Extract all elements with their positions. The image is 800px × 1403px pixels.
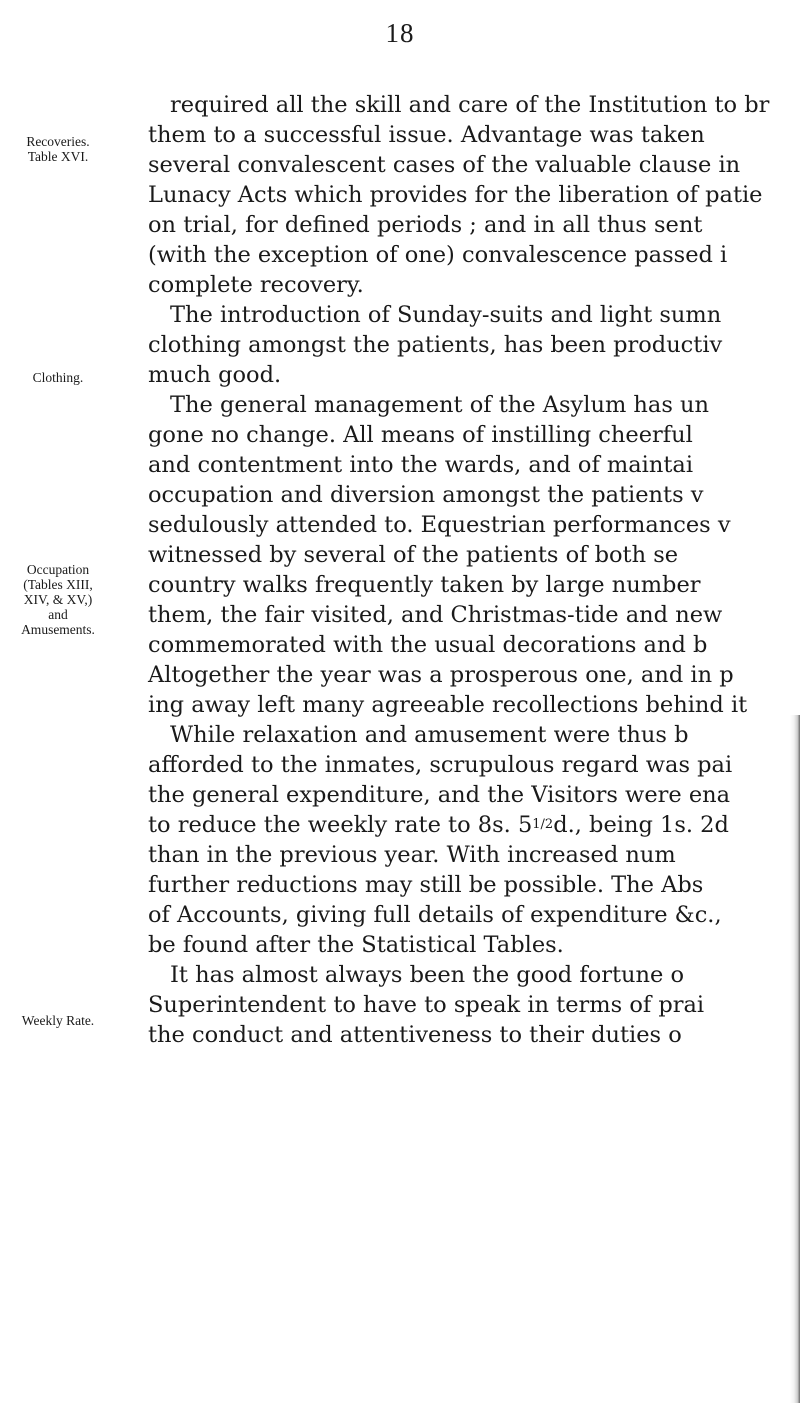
margin-note-line: Clothing.: [32, 370, 84, 385]
body-line: While relaxation and amusement were thus b: [170, 722, 689, 748]
body-line: clothing amongst the patients, has been productiv: [148, 332, 723, 358]
margin-note-line: Table XVI.: [27, 149, 89, 164]
body-line: witnessed by several of the patients of both se: [148, 542, 679, 568]
body-line: Superintendent to have to speak in terms of prai: [148, 992, 705, 1018]
body-line: the general expenditure, and the Visitors were ena: [148, 782, 731, 808]
body-line: Lunacy Acts which provides for the liberation of patie: [148, 182, 763, 208]
margin-note-line: Weekly Rate.: [21, 1013, 95, 1028]
body-line: and contentment into the wards, and of maintai: [148, 452, 694, 478]
body-line: be found after the Statistical Tables.: [148, 932, 564, 958]
body-line: afforded to the inmates, scrupulous regard was pai: [148, 752, 733, 778]
body-line-weekly-rate: [148, 810, 729, 840]
page-number: 18: [385, 18, 415, 48]
body-line: required all the skill and care of the Institution to br: [170, 92, 770, 118]
body-line: gone no change. All means of instilling cheerful: [148, 422, 693, 448]
body-line: much good.: [148, 362, 282, 388]
margin-note-recoveries: [8, 134, 108, 164]
margin-note-line: Occupation: [26, 562, 90, 577]
margin-note-occupation: [8, 562, 108, 637]
margin-note-line: (Tables XIII,: [23, 577, 93, 592]
body-line: the conduct and attentiveness to their duties o: [148, 1022, 682, 1048]
half-fraction: 1/2: [532, 817, 554, 832]
body-line: The general management of the Asylum has un: [170, 392, 710, 418]
body-line: of Accounts, giving full details of expenditure &c.,: [148, 902, 722, 928]
body-line: than in the previous year. With increased num: [148, 842, 676, 868]
margin-note-line: and: [48, 607, 68, 622]
margin-note-line: Recoveries.: [26, 134, 90, 149]
body-line: country walks frequently taken by large number: [148, 572, 701, 598]
body-line: The introduction of Sunday-suits and light sumn: [170, 302, 722, 328]
body-line: them, the fair visited, and Christmas-tide and new: [148, 602, 723, 628]
body-line: on trial, for defined periods ; and in all thus sent: [148, 212, 703, 238]
body-line: them to a successful issue. Advantage was taken: [148, 122, 705, 148]
body-line: commemorated with the usual decorations and b: [148, 632, 708, 658]
body-line: (with the exception of one) convalescence passed i: [148, 242, 728, 268]
margin-note-line: Amusements.: [21, 622, 95, 637]
body-line: further reductions may still be possible. The Abs: [148, 872, 704, 898]
margin-note-weekly-rate: [8, 1013, 108, 1028]
body-line: several convalescent cases of the valuable clause in: [148, 152, 741, 178]
margin-note-clothing: [8, 370, 108, 385]
page-binding-shadow: [790, 715, 800, 1403]
body-line: occupation and diversion amongst the patients v: [148, 482, 704, 508]
body-line: complete recovery.: [148, 272, 364, 298]
body-line: sedulously attended to. Equestrian performances v: [148, 512, 731, 538]
weekly-rate-text-after: d., being 1s. 2d: [553, 812, 729, 838]
margin-note-line: XIV, & XV,): [23, 592, 93, 607]
weekly-rate-text-before: to reduce the weekly rate to 8s. 5: [148, 812, 533, 838]
body-line: It has almost always been the good fortune o: [170, 962, 685, 988]
body-line: ing away left many agreeable recollections behind it: [148, 692, 748, 718]
body-line: Altogether the year was a prosperous one, and in p: [148, 662, 734, 688]
